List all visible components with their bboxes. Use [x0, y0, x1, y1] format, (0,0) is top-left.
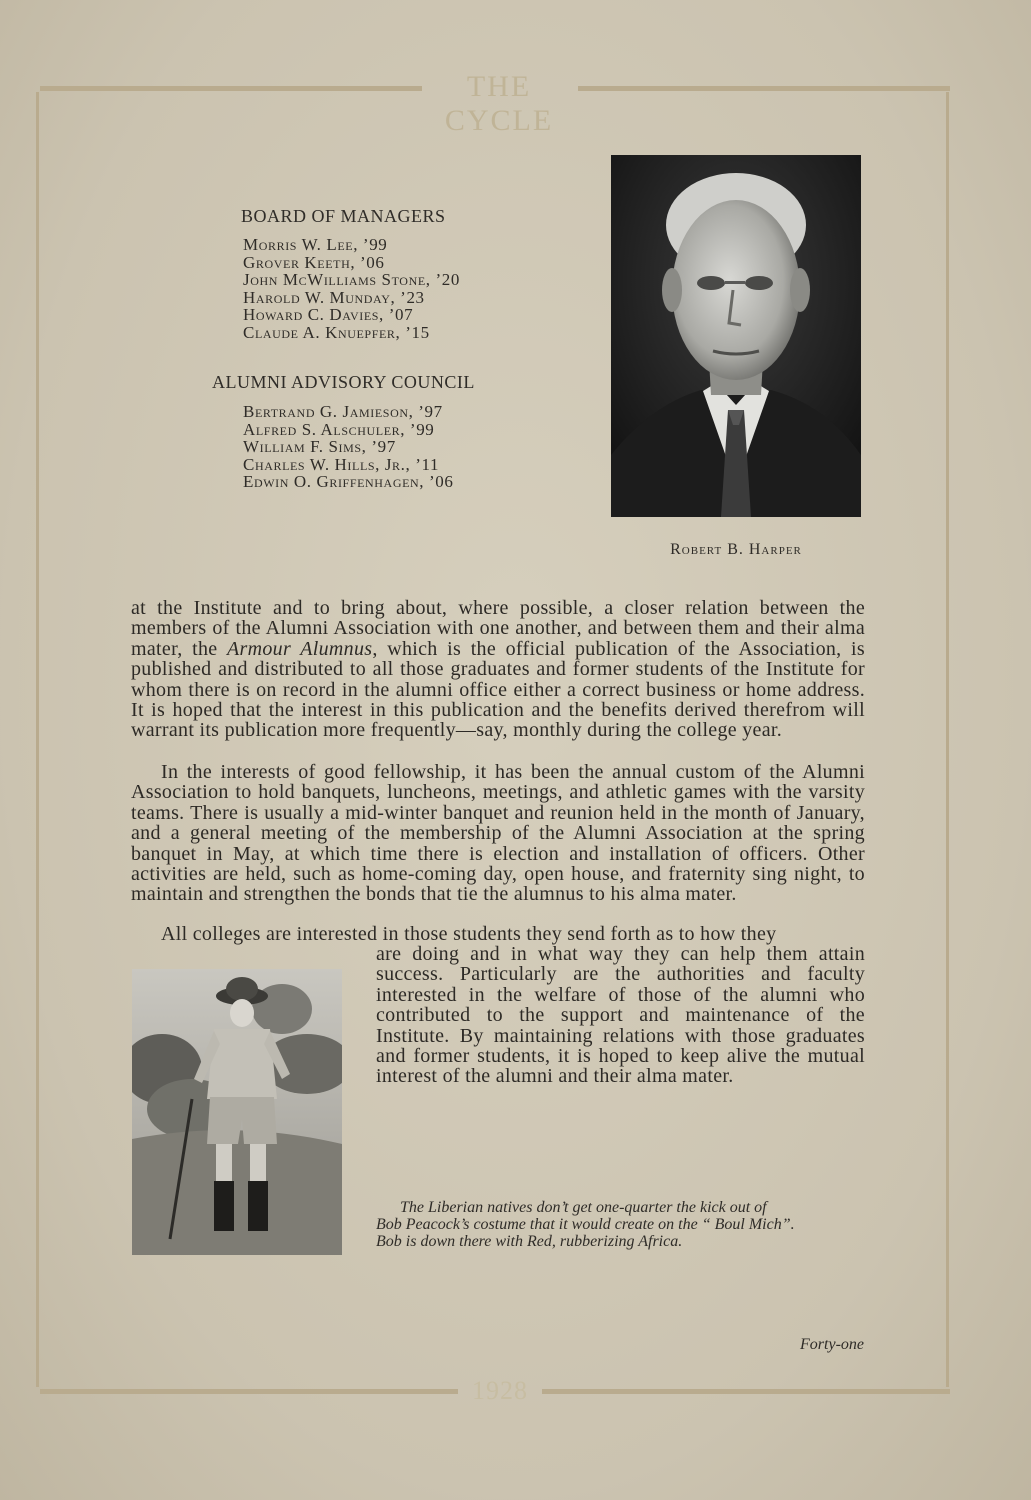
paragraph-2-text: In the interests of good fellowship, it has been the annual custom of the Alumni Association to hold banquets, luncheons, meetings, and athletic games with the varsity teams. There is usually a mid-winter banquet and reunion held in the month of January, and a general meeting of the membership of the Alumni Association at the spring banquet in May, at which time there is election and installation of officers. Other activities are held, such as home-coming day, open house, and fraternity sing night, to maintain and strengthen the bonds that tie the alumnus to his alma mater.	[131, 761, 865, 906]
frame-bottom-right-rule	[542, 1389, 950, 1394]
portrait-caption: Robert B. Harper	[670, 541, 802, 558]
article-paragraph-2	[131, 762, 865, 905]
paragraph-3-text: are doing and in what way they can help them attain success. Particularly are the authorities and faculty interested in the welfare of those of the alumni who contributed to the support and maintenance of the Institute. By maintaining relations with those graduates and former students, it is hoped to keep alive the mutual interest of the alumni and their alma mater.	[376, 943, 865, 1088]
explorer-photo-caption	[376, 1199, 806, 1250]
frame-bottom-left-rule	[40, 1389, 458, 1394]
advisory-council-heading: ALUMNI ADVISORY COUNCIL	[212, 372, 475, 392]
article-paragraph-1	[131, 598, 865, 741]
yearbook-year: 1928	[472, 1376, 528, 1405]
portrait-illustration	[611, 155, 861, 517]
paragraph-3-first-line: All colleges are interested in those students they send forth as to how they	[161, 923, 777, 945]
paragraph-1-text: at the Institute and to bring about, where possible, a closer relation between the members of the Alumni Association with one another, and between them and their alma mater, the	[131, 597, 865, 660]
council-member: Charles W. Hills, Jr., ’11	[243, 454, 440, 474]
board-of-managers-list	[243, 236, 460, 341]
caption-line-1: The Liberian natives don’t get one-quarter the kick out of	[400, 1199, 767, 1216]
publication-title: Armour Alumnus	[227, 637, 373, 660]
board-member: Morris W. Lee, ’99	[243, 235, 388, 254]
frame-top-left-rule	[40, 86, 422, 91]
frame-top-right-rule	[578, 86, 950, 91]
frame-left-rule	[36, 92, 39, 1387]
explorer-photo	[132, 969, 342, 1255]
council-member: Bertrand G. Jamieson, ’97	[243, 402, 443, 421]
explorer-illustration	[132, 969, 342, 1255]
running-title: THE CYCLE	[444, 70, 554, 137]
council-member: Alfred S. Alschuler, ’99	[243, 419, 435, 439]
article-paragraph-3-continued	[376, 944, 865, 1087]
article-paragraph-3-first-line	[131, 924, 865, 944]
page-number: Forty-one	[800, 1336, 864, 1353]
board-member: John McWilliams Stone, ’20	[243, 270, 460, 289]
board-member: Grover Keeth, ’06	[243, 252, 385, 272]
advisory-council-list	[243, 403, 453, 491]
caption-line-2: Bob Peacock’s costume that it would create on the “ Boul Mich”.	[376, 1216, 795, 1233]
portrait-photo	[611, 155, 861, 517]
board-member: Claude A. Knuepfer, ’15	[243, 322, 430, 342]
council-member: William F. Sims, ’97	[243, 437, 396, 456]
board-member: Harold W. Munday, ’23	[243, 287, 425, 307]
board-of-managers-heading: BOARD OF MANAGERS	[241, 206, 446, 226]
board-member: Howard C. Davies, ’07	[243, 305, 414, 324]
caption-line-3: Bob is down there with Red, rubberizing Africa.	[376, 1233, 683, 1250]
council-member: Edwin O. Griffenhagen, ’06	[243, 472, 454, 491]
paragraph-1-text-continued: , which is the official publication of the Association, is published and distributed to all those graduates and former students of the Institute for whom there is on record in the alumni office either a correct business or home address. It is hoped that the interest in this publication and the benefits derived therefrom will warrant its publication more frequently—say, monthly during the college year.	[131, 637, 865, 742]
frame-right-rule	[946, 92, 949, 1387]
